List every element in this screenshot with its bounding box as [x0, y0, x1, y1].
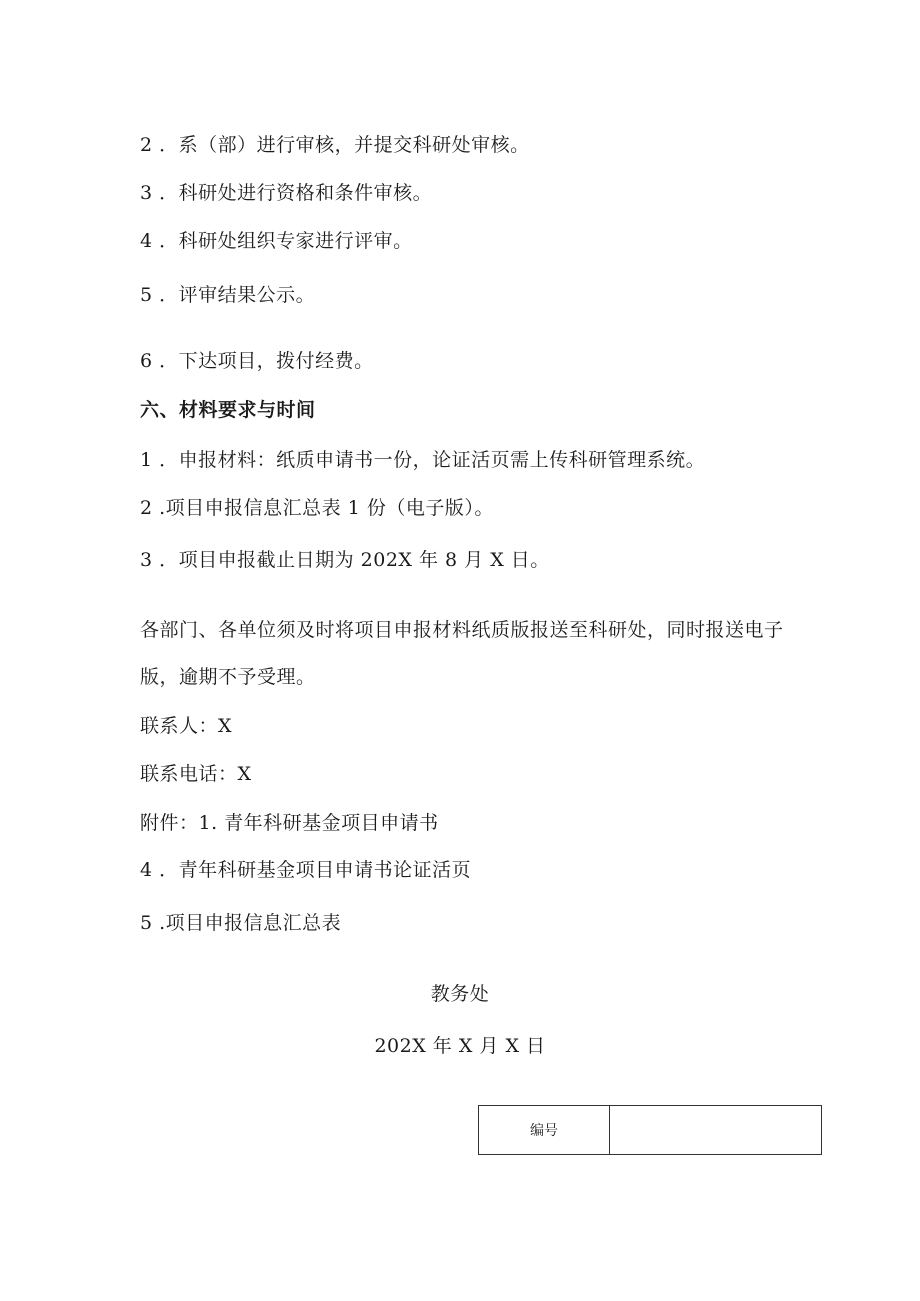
step-5: 5 ．评审结果公示。 — [140, 284, 316, 306]
notice-line-1: 各部门、各单位须及时将项目申报材料纸质版报送至科研处，同时报送电子 — [140, 619, 784, 641]
step-6: 6 ．下达项目，拨付经费。 — [140, 350, 374, 372]
contact-person: 联系人：X — [140, 715, 233, 737]
notice-line-2: 版，逾期不予受理。 — [140, 666, 316, 688]
signature-office: 教务处 — [430, 983, 490, 1005]
requirement-3: 3 ．项目申报截止日期为 202X 年 8 月 X 日。 — [140, 549, 550, 571]
attachment-3: 5 .项目申报信息汇总表 — [140, 912, 342, 934]
requirement-2: 2 .项目申报信息汇总表 1 份（电子版）。 — [140, 497, 494, 519]
number-label: 编号 — [479, 1106, 610, 1155]
signature-date: 202X 年 X 月 X 日 — [374, 1035, 546, 1057]
number-table — [478, 1105, 822, 1155]
number-table-row — [479, 1106, 822, 1155]
attachment-1: 附件：1. 青年科研基金项目申请书 — [140, 812, 439, 834]
attachment-2: 4 ．青年科研基金项目申请书论证活页 — [140, 859, 472, 881]
requirement-1: 1 ．申报材料：纸质申请书一份，论证活页需上传科研管理系统。 — [140, 449, 706, 471]
step-2: 2 ．系（部）进行审核，并提交科研处审核。 — [140, 134, 530, 156]
step-3: 3 ．科研处进行资格和条件审核。 — [140, 182, 433, 204]
contact-phone: 联系电话：X — [140, 763, 252, 785]
section-heading: 六、材料要求与时间 — [140, 399, 316, 421]
number-value-field[interactable] — [610, 1106, 822, 1155]
step-4: 4 ．科研处组织专家进行评审。 — [140, 230, 413, 252]
